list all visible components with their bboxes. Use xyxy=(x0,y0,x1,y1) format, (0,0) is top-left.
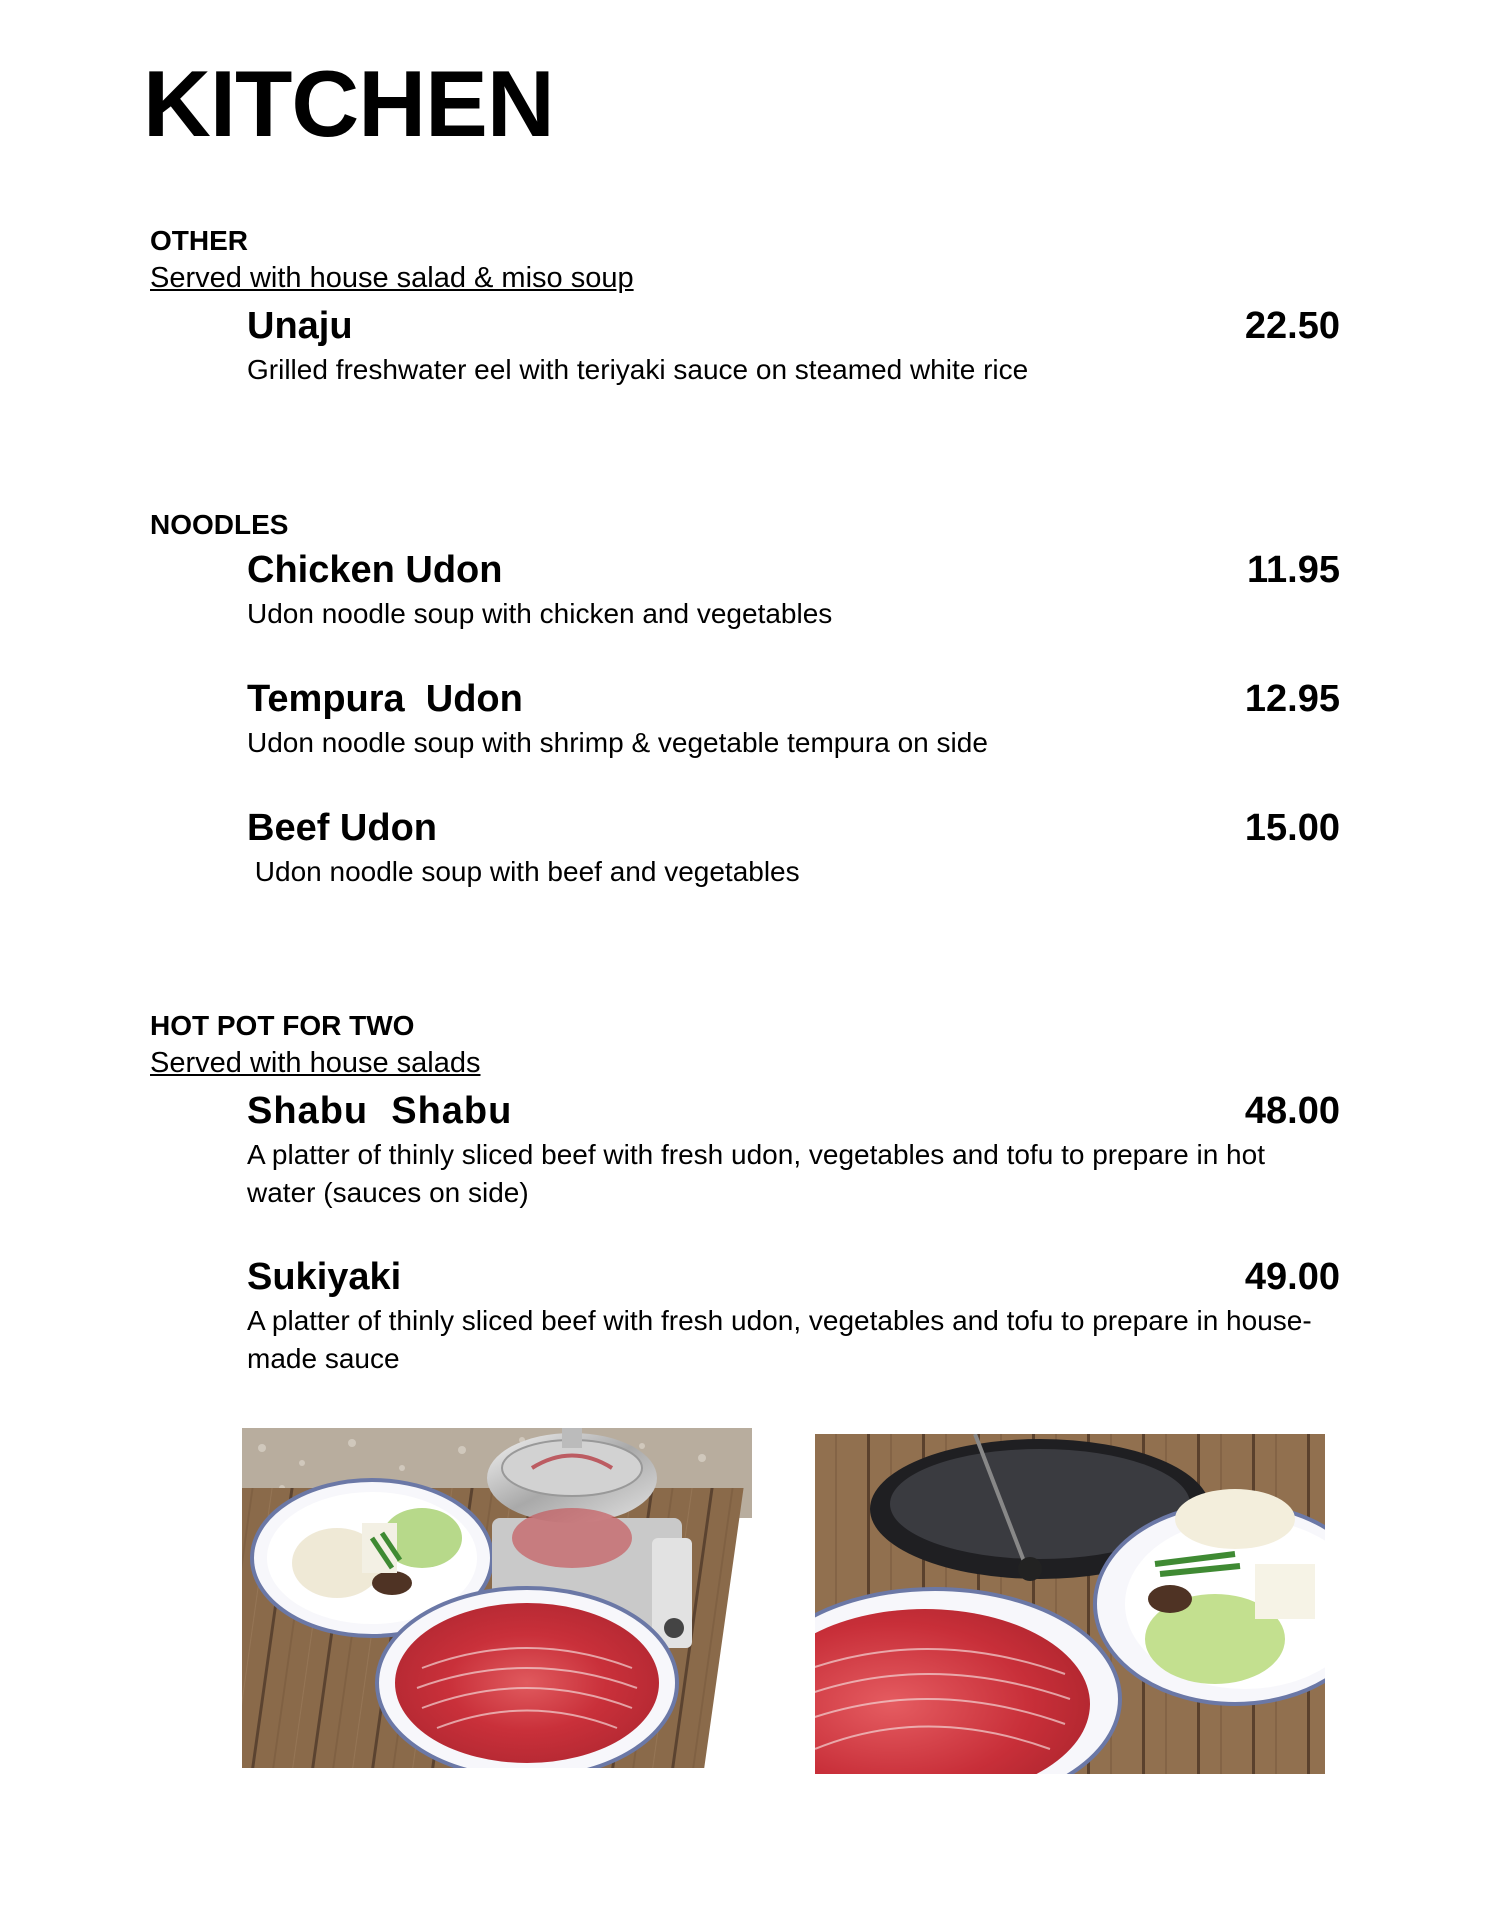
menu-item-chicken-udon xyxy=(247,547,1340,633)
section-heading-hotpot: HOT POT FOR TWO xyxy=(150,1010,415,1041)
item-description: A platter of thinly sliced beef with fresh udon, vegetables and tofu to prepare in house-made sauce xyxy=(247,1305,1312,1374)
shabu-shabu-photo-illustration xyxy=(242,1428,752,1768)
item-name: Chicken Udon xyxy=(247,549,503,591)
menu-item-sukiyaki xyxy=(247,1254,1340,1378)
item-name: Unaju xyxy=(247,305,353,347)
menu-item-shabu-shabu xyxy=(247,1088,1340,1212)
section-note-hotpot: Served with house salads xyxy=(150,1047,481,1079)
section-noodles xyxy=(150,507,1340,543)
menu-item-unaju xyxy=(247,303,1340,389)
item-price: 48.00 xyxy=(1244,1090,1340,1132)
menu-item-beef-udon xyxy=(247,805,1340,891)
sukiyaki-photo xyxy=(815,1434,1325,1774)
item-description: A platter of thinly sliced beef with fresh udon, vegetables and tofu to prepare in hot water (sauces on side) xyxy=(247,1139,1273,1208)
item-description: Udon noodle soup with chicken and vegetables xyxy=(247,598,833,629)
section-note-other: Served with house salad & miso soup xyxy=(150,262,634,294)
item-price: 22.50 xyxy=(1244,305,1340,347)
item-name: Sukiyaki xyxy=(247,1256,402,1298)
item-name: Tempura Udon xyxy=(247,678,523,720)
item-price: 15.00 xyxy=(1244,807,1340,849)
item-name: Shabu Shabu xyxy=(247,1090,513,1132)
item-price: 12.95 xyxy=(1244,678,1340,720)
section-heading-noodles: NOODLES xyxy=(150,509,289,540)
section-other xyxy=(150,223,1340,297)
item-price: 11.95 xyxy=(1247,549,1340,591)
item-description: Udon noodle soup with shrimp & vegetable tempura on side xyxy=(247,727,988,758)
item-name: Beef Udon xyxy=(247,807,437,849)
item-description: Grilled freshwater eel with teriyaki sauce on steamed white rice xyxy=(247,354,1029,385)
section-hotpot xyxy=(150,1008,1340,1082)
section-heading-other: OTHER xyxy=(150,225,248,256)
menu-item-tempura-udon xyxy=(247,676,1340,762)
page-title: KITCHEN xyxy=(143,51,554,156)
item-description: Udon noodle soup with beef and vegetables xyxy=(247,856,800,887)
shabu-shabu-photo xyxy=(242,1428,752,1768)
item-price: 49.00 xyxy=(1244,1256,1340,1298)
sukiyaki-photo-illustration xyxy=(815,1434,1325,1774)
